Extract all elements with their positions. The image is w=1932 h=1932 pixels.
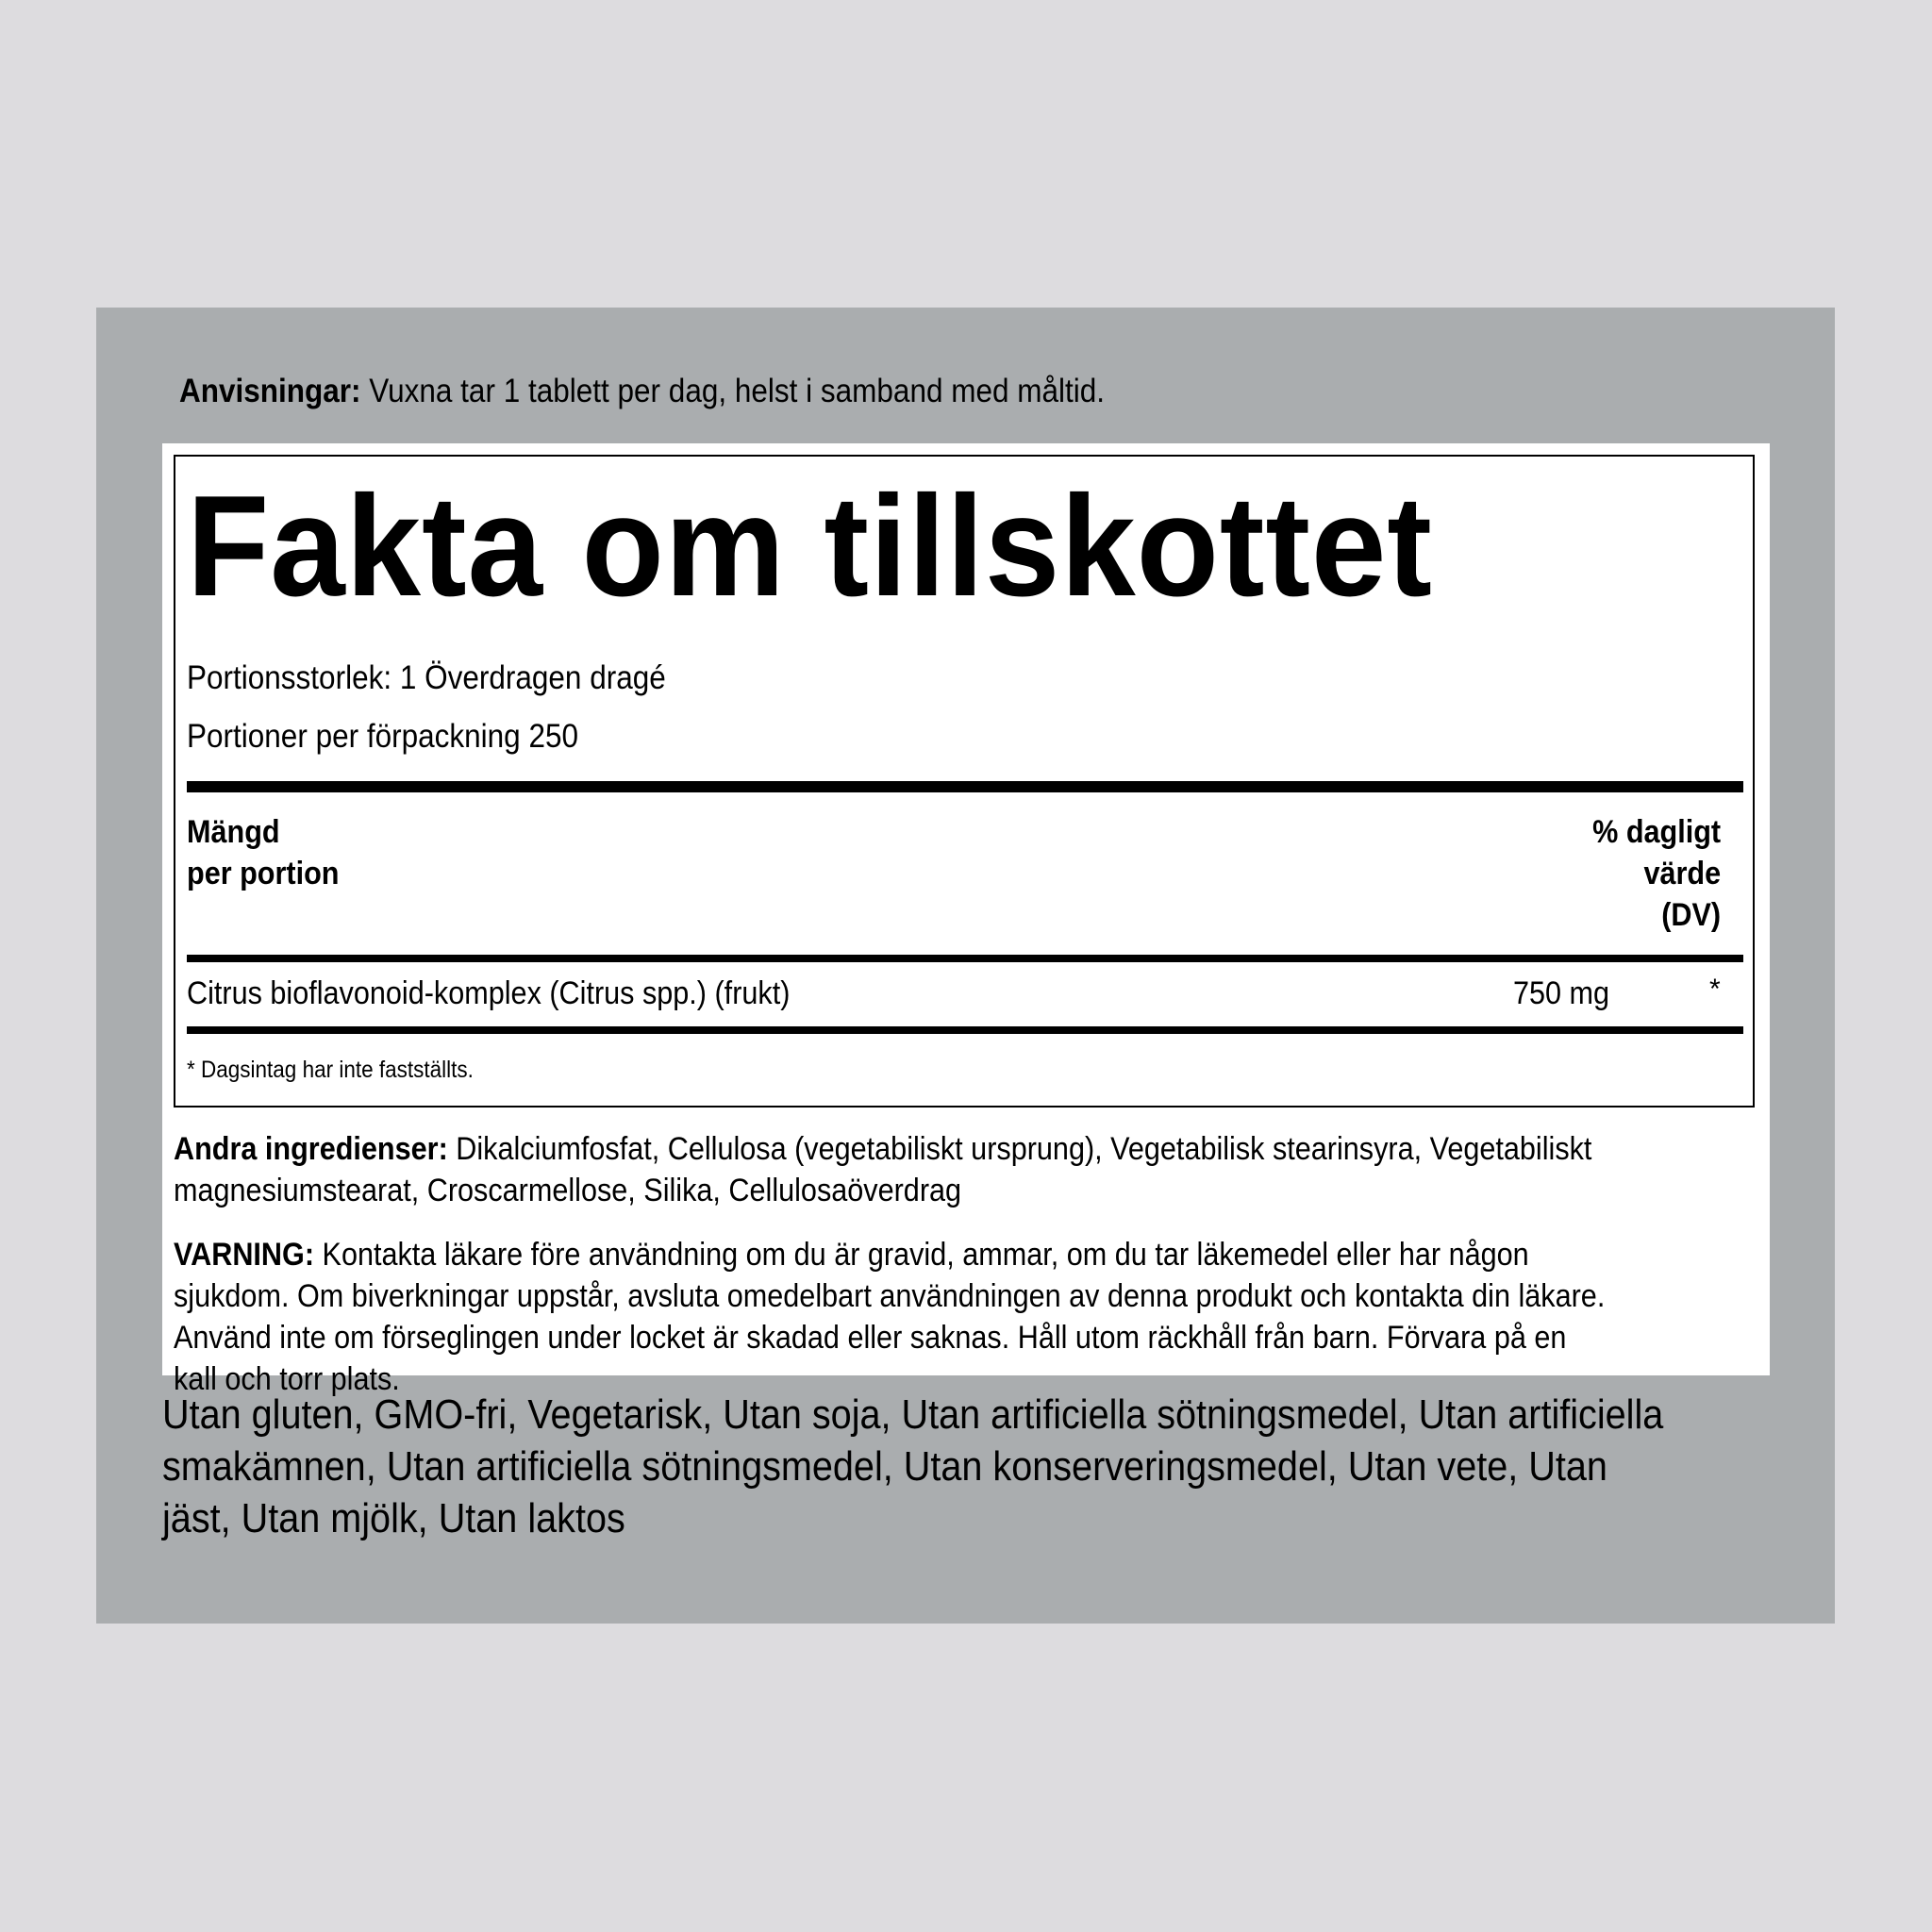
directions	[179, 372, 1105, 411]
ingredient-amount: 750 mg	[1513, 975, 1610, 1011]
thick-divider	[187, 781, 1743, 792]
label-panel	[96, 308, 1835, 1624]
warning-text: Kontakta läkare före användning om du är gravid, ammar, om du tar läkemedel eller har någon sjukdom. Om biverkningar uppstår, avsluta omedelbart användningen av denna produkt och kontakta din läkare. Använd inte om förseglingen under locket är skadad eller saknas. Håll utom räckhåll från barn. Förvara på en kall och torr plats.	[174, 1237, 1606, 1397]
daily-value-footnote: * Dagsintag har inte fastställts.	[187, 1057, 474, 1083]
other-ingredients-label: Andra ingredienser:	[174, 1131, 448, 1167]
ingredient-name: Citrus bioflavonoid-komplex (Citrus spp.) (frukt)	[187, 975, 791, 1011]
free-from-claims: Utan gluten, GMO-fri, Vegetarisk, Utan soja, Utan artificiella sötningsmedel, Utan artificiella smakämnen, Utan artificiella sötningsmedel, Utan konserveringsmedel, Utan vete, Utan jäst, Utan mjölk, Utan laktos	[162, 1391, 1664, 1541]
dv-header-line2: värde	[1643, 856, 1721, 891]
amount-header-line2: per portion	[187, 856, 340, 891]
dv-header-line1: % dagligt	[1592, 814, 1721, 850]
other-ingredients-text: Dikalciumfosfat, Cellulosa (vegetabiliskt ursprung), Vegetabilisk stearinsyra, Vegetabiliskt magnesiumstearat, Croscarmellose, Silika, Cellulosaöverdrag	[174, 1131, 1592, 1208]
amount-per-serving-header	[187, 811, 339, 894]
supplement-facts-box	[174, 455, 1755, 1108]
label-white-area	[162, 443, 1770, 1397]
serving-size: Portionsstorlek: 1 Överdragen dragé	[187, 659, 666, 696]
daily-value-header	[1592, 811, 1721, 936]
dv-header-line3: (DV)	[1661, 897, 1721, 933]
ingredient-daily-value: *	[1709, 974, 1721, 1005]
amount-header-line1: Mängd	[187, 814, 280, 850]
servings-per-container: Portioner per förpackning 250	[187, 718, 579, 755]
warning-label: VARNING:	[174, 1237, 315, 1273]
directions-label: Anvisningar:	[179, 373, 361, 409]
medium-divider	[187, 955, 1743, 962]
warning	[174, 1234, 1617, 1400]
bottom-divider	[187, 1026, 1743, 1034]
directions-text: Vuxna tar 1 tablett per dag, helst i samband med måltid.	[360, 373, 1106, 409]
other-ingredients	[174, 1128, 1617, 1211]
facts-title: Fakta om tillskottet	[187, 466, 1433, 626]
